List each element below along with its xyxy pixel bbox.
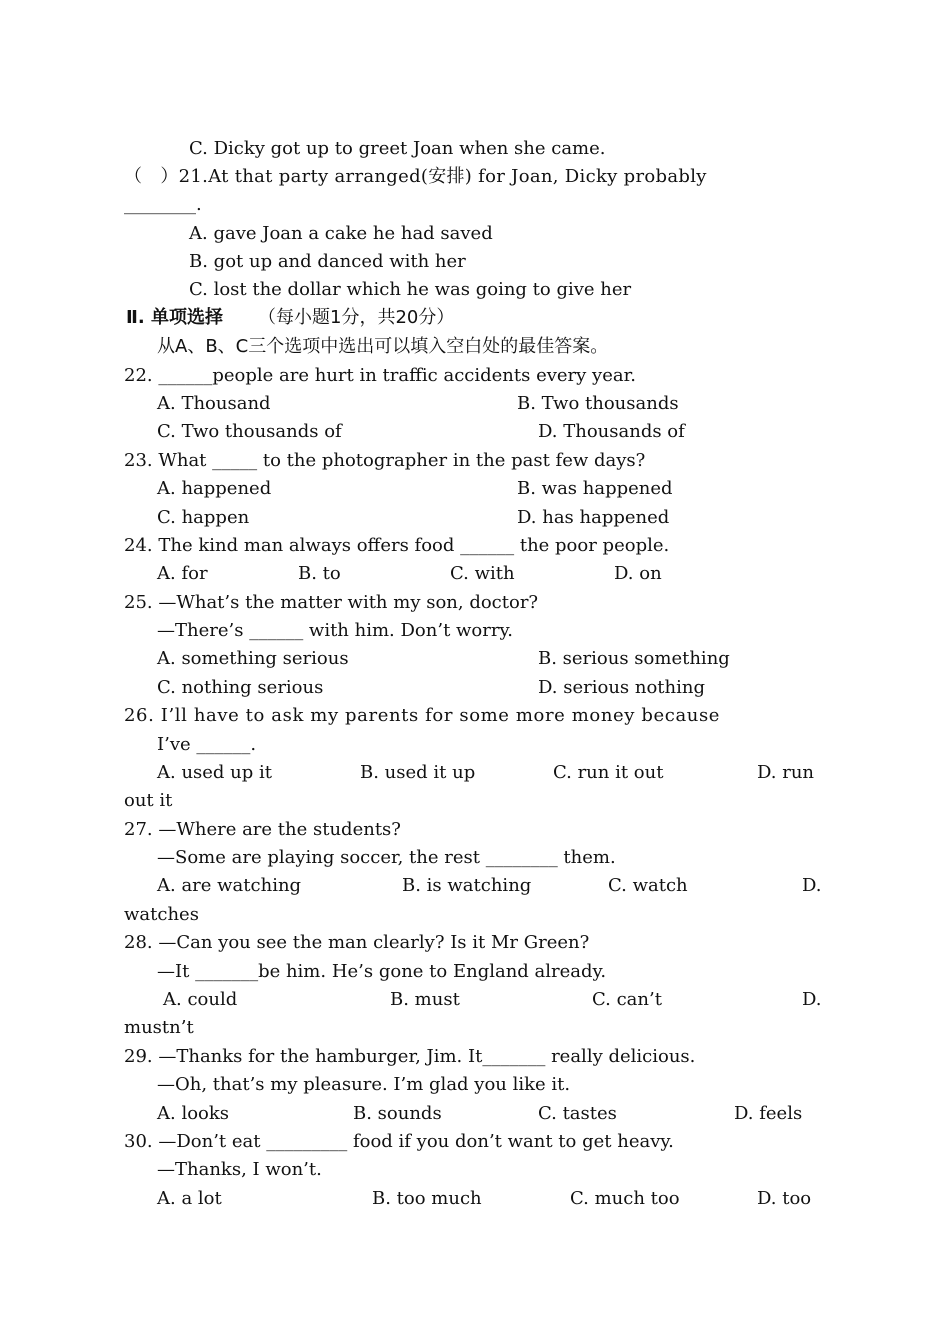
option-text: B. got up and danced with her [189,251,466,272]
question-23-stem [0,447,950,475]
question-text: 25. —What’s the matter with my son, doctor? [124,592,539,613]
question-22-options-row-1 [0,390,950,418]
question-28-options [0,986,950,1014]
option-text: C. Dicky got up to greet Joan when she came. [189,138,606,159]
question-27-reply [0,844,950,872]
option-c: C. tastes [538,1103,617,1124]
option-text: A. gave Joan a cake he had saved [189,223,493,244]
dialogue-text: —It _______be him. He’s gone to England already. [157,961,607,982]
option-d: D. too [757,1188,812,1209]
question-27-options-cont [0,901,950,929]
option-c: C. run it out [553,762,664,783]
question-25-reply [0,617,950,645]
question-29-stem [0,1043,950,1071]
option-d: D. [802,989,822,1010]
question-text: I’ve ______. [157,734,257,755]
question-26-stem-cont [0,731,950,759]
option-c: C. watch [608,875,688,896]
question-text: 23. What _____ to the photographer in the past few days? [124,450,646,471]
option-b: B. to [298,563,341,584]
option-d-cont: watches [124,904,199,925]
option-d-cont: out it [124,790,173,811]
question-25-options-row-2 [0,674,950,702]
option-text: C. lost the dollar which he was going to give her [189,279,632,300]
question-text: 22. ______people are hurt in traffic accidents every year. [124,365,636,386]
question-26-options-cont [0,787,950,815]
option-d: D. run [757,762,815,783]
question-27-options [0,872,950,900]
question-25-options-row-1 [0,645,950,673]
section-heading [0,304,950,332]
question-21-option-b [0,248,950,276]
question-28-stem [0,929,950,957]
option-d: D. Thousands of [538,421,685,442]
option-a: A. happened [157,478,272,499]
option-c: C. nothing serious [157,677,324,698]
option-d: D. has happened [517,507,670,528]
option-d: D. feels [734,1103,803,1124]
question-27-stem [0,816,950,844]
option-c: C. happen [157,507,250,528]
section-title: Ⅱ. 单项选择 [126,307,223,328]
option-d-cont: mustn’t [124,1017,194,1038]
question-text: （ ）21.At that party arranged(安排) for Joan, Dicky probably [124,166,707,187]
question-21-stem [0,163,950,191]
question-21-blank [0,191,950,219]
question-22-stem [0,362,950,390]
question-26-options [0,759,950,787]
question-21-option-c [0,276,950,304]
question-26-stem [0,702,950,730]
option-a: A. something serious [157,648,349,669]
instruction-text: 从A、B、C三个选项中选出可以填入空白处的最佳答案。 [157,336,609,357]
dialogue-text: —Some are playing soccer, the rest ________ them. [157,847,616,868]
section-instruction [0,333,950,361]
option-b: B. is watching [402,875,532,896]
dialogue-text: —There’s ______ with him. Don’t worry. [157,620,513,641]
option-a: A. are watching [157,875,302,896]
question-23-options-row-2 [0,504,950,532]
question-30-stem [0,1128,950,1156]
question-text: 24. The kind man always offers food ______ the poor people. [124,535,670,556]
question-24-stem [0,532,950,560]
option-c: C. much too [570,1188,680,1209]
question-28-reply [0,958,950,986]
question-text: 30. —Don’t eat _________ food if you don’t want to get heavy. [124,1131,674,1152]
option-b: B. too much [372,1188,482,1209]
option-a: A. for [157,563,208,584]
option-a: A. a lot [157,1188,222,1209]
option-d: D. serious nothing [538,677,706,698]
question-29-options [0,1100,950,1128]
question-30-options [0,1185,950,1213]
option-a: A. Thousand [157,393,271,414]
question-22-options-row-2 [0,418,950,446]
option-a: A. used up it [157,762,272,783]
question-text: 27. —Where are the students? [124,819,401,840]
question-25-stem [0,589,950,617]
option-d: D. [802,875,822,896]
question-30-reply [0,1156,950,1184]
question-28-options-cont [0,1014,950,1042]
option-b: B. serious something [538,648,730,669]
option-b: B. was happened [517,478,673,499]
option-a: A. could [163,989,238,1010]
option-b: B. Two thousands [517,393,679,414]
question-text: 29. —Thanks for the hamburger, Jim. It_______ really delicious. [124,1046,696,1067]
option-b: B. must [390,989,460,1010]
question-29-reply [0,1071,950,1099]
question-24-options [0,560,950,588]
option-b: B. sounds [353,1103,442,1124]
question-23-options-row-1 [0,475,950,503]
question-20-option-c [0,135,950,163]
question-text: 26. I’ll have to ask my parents for some more money because [124,705,721,726]
dialogue-text: —Thanks, I won’t. [157,1159,322,1180]
question-text: 28. —Can you see the man clearly? Is it Mr Green? [124,932,590,953]
option-a: A. looks [157,1103,230,1124]
option-c: C. can’t [592,989,662,1010]
option-d: D. on [614,563,662,584]
answer-blank: ________. [124,194,202,215]
option-c: C. with [450,563,515,584]
option-c: C. Two thousands of [157,421,342,442]
dialogue-text: —Oh, that’s my pleasure. I’m glad you like it. [157,1074,571,1095]
option-b: B. used it up [360,762,476,783]
question-21-option-a [0,220,950,248]
section-scoring: （每小题1分，共20分） [258,307,455,328]
